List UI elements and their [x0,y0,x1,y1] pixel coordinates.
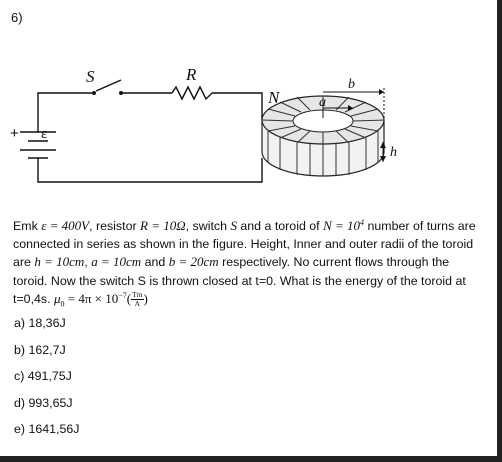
switch-text: , switch [185,219,227,233]
switch-contact-right [119,91,123,95]
mu-expression: $\mu_0 = 4\pi \times 10^{-7}$( $\frac{Tm}{A}$ ) [54,290,148,309]
problem-statement [13,217,481,308]
option-c[interactable]: c) 491,75J [14,369,72,383]
emf-expression: ε = 400V [41,218,90,233]
unit-fraction: $\frac{Tm}{A}$ [132,290,143,309]
problem-tail: respectively. No current flows through the toroid. Now the switch S is thrown closed at t=0. What is the energy of the toroid at t=0,4s. [13,255,466,306]
outer-radius-expression: b = 20cm [168,254,219,270]
option-d[interactable]: d) 993,65J [14,395,73,410]
emf-plus: + [10,125,19,142]
option-a[interactable]: a) 18,36J [14,316,66,330]
question-number: 6) [11,10,23,25]
answer-options [14,316,79,449]
switch-label: S [86,67,95,86]
circuit-wires [20,80,262,182]
height-label: h [390,145,397,160]
turns-label: N [268,88,280,107]
emk-prefix: Emk [13,219,38,233]
inner-radius-label: a [319,95,326,110]
option-b[interactable]: b) 162,7J [14,342,66,357]
inner-radius-expression: a = 10cm [91,254,142,270]
resistor-expression: R = 10Ω [140,218,186,233]
switch-contact-left [92,91,96,95]
outer-radius-label: b [348,77,355,92]
switch-symbol: S [230,218,237,233]
turns-tail: number of turns are connected in series as shown in the figure. Height, Inner and outer radii of the toroid are [13,219,476,270]
turns-expression: $N = 10^4$ [323,218,365,233]
toroid-text: and a toroid of [240,219,320,233]
and-text: and [144,255,166,270]
resistor-label: R [186,65,197,84]
comma: , [84,255,88,270]
height-expression: h = 10cm [34,254,85,270]
resistor-text: , resistor [89,219,137,233]
circuit-figure [0,0,502,215]
emf-label: ε [41,126,48,142]
option-e[interactable]: e) 1641,56J [14,422,80,436]
